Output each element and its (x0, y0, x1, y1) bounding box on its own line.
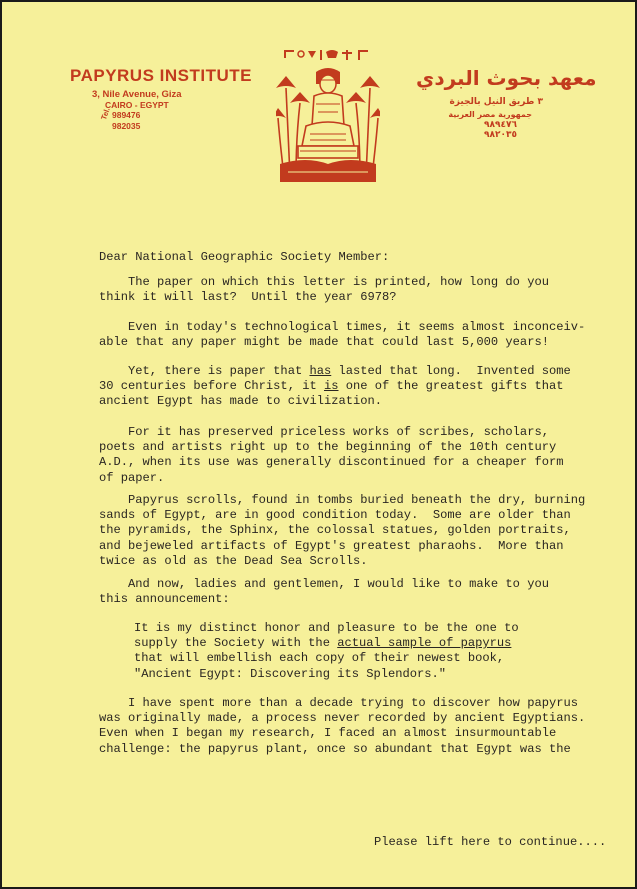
paragraph-4: For it has preserved priceless works of scribes, scholars, poets and artists right up to the beginning of the 10th century A.D., when its use was generally discontinued for a cheaper form of paper. (99, 425, 564, 485)
paragraph-7: I have spent more than a decade trying to discover how papyrus was originally made, a process never recorded by ancient Egyptians. Even when I began my research, I faced an almost insurmountable challenge: the papyrus plant, once so abundant that Egypt was the (99, 696, 586, 756)
address-arabic-street: ٣ طريق النيل بالجيزة (449, 97, 543, 107)
quote-text-a: It is my distinct honor and pleasure to be the one to supply the Society with the (134, 621, 519, 651)
quote-text-b: that will embellish each copy of their newest book, "Ancient Egypt: Discovering its Splendors." (134, 651, 505, 681)
paragraph-3-underline-is: is (323, 379, 339, 394)
paragraph-2: Even in today's technological times, it seems almost inconceiv- able that any paper might be made that could last 5,000 years! (99, 320, 586, 350)
telephone-arabic-2: ٩٨٢٠٣٥ (484, 130, 517, 140)
address-city: CAIRO - EGYPT (105, 100, 169, 110)
paragraph-3-text-b: lasted that long. Invented some 30 centuries before Christ, it (99, 364, 571, 394)
paragraph-3-text-c: one of the greatest gifts that ancient Egypt has made to civilization. (99, 379, 564, 409)
paragraph-5: Papyrus scrolls, found in tombs buried beneath the dry, burning sands of Egypt, are in good condition today. Some are older than the pyramids, the Sphinx, the colossal statues, golden portraits, and bejeweled artifacts of Egypt's greatest pharaohs. More than twice as old as the Dead Sea Scrolls. (99, 493, 586, 568)
quote-underline-actual-sample: actual sample of papyrus (337, 636, 512, 651)
salutation: Dear National Geographic Society Member: (99, 250, 390, 264)
paragraph-3-text-a: Yet, there is paper that (99, 364, 310, 378)
institute-name-english: PAPYRUS INSTITUTE (70, 66, 252, 85)
continue-prompt: Please lift here to continue.... (374, 835, 607, 849)
address-street: 3, Nile Avenue, Giza (92, 89, 182, 100)
telephone-label: Tel. (99, 106, 112, 122)
quoted-announcement (134, 621, 519, 682)
telephone-number-1: 989476 (112, 110, 141, 120)
paragraph-6: And now, ladies and gentlemen, I would like to make to you this announcement: (99, 577, 549, 607)
scribe-emblem-icon (276, 48, 380, 186)
address-arabic-country: جمهورية مصر العربية (448, 110, 532, 119)
institute-name-arabic: معهد بحوث البردي (416, 66, 597, 90)
letter-page (2, 2, 635, 887)
telephone-number-2: 982035 (112, 121, 141, 131)
paragraph-1: The paper on which this letter is printed, how long do you think it will last? Until the year 6978? (99, 275, 549, 305)
telephone-arabic-1: ٩٨٩٤٧٦ (484, 120, 517, 130)
paragraph-3-underline-has: has (309, 364, 332, 378)
paragraph-3 (99, 364, 571, 410)
